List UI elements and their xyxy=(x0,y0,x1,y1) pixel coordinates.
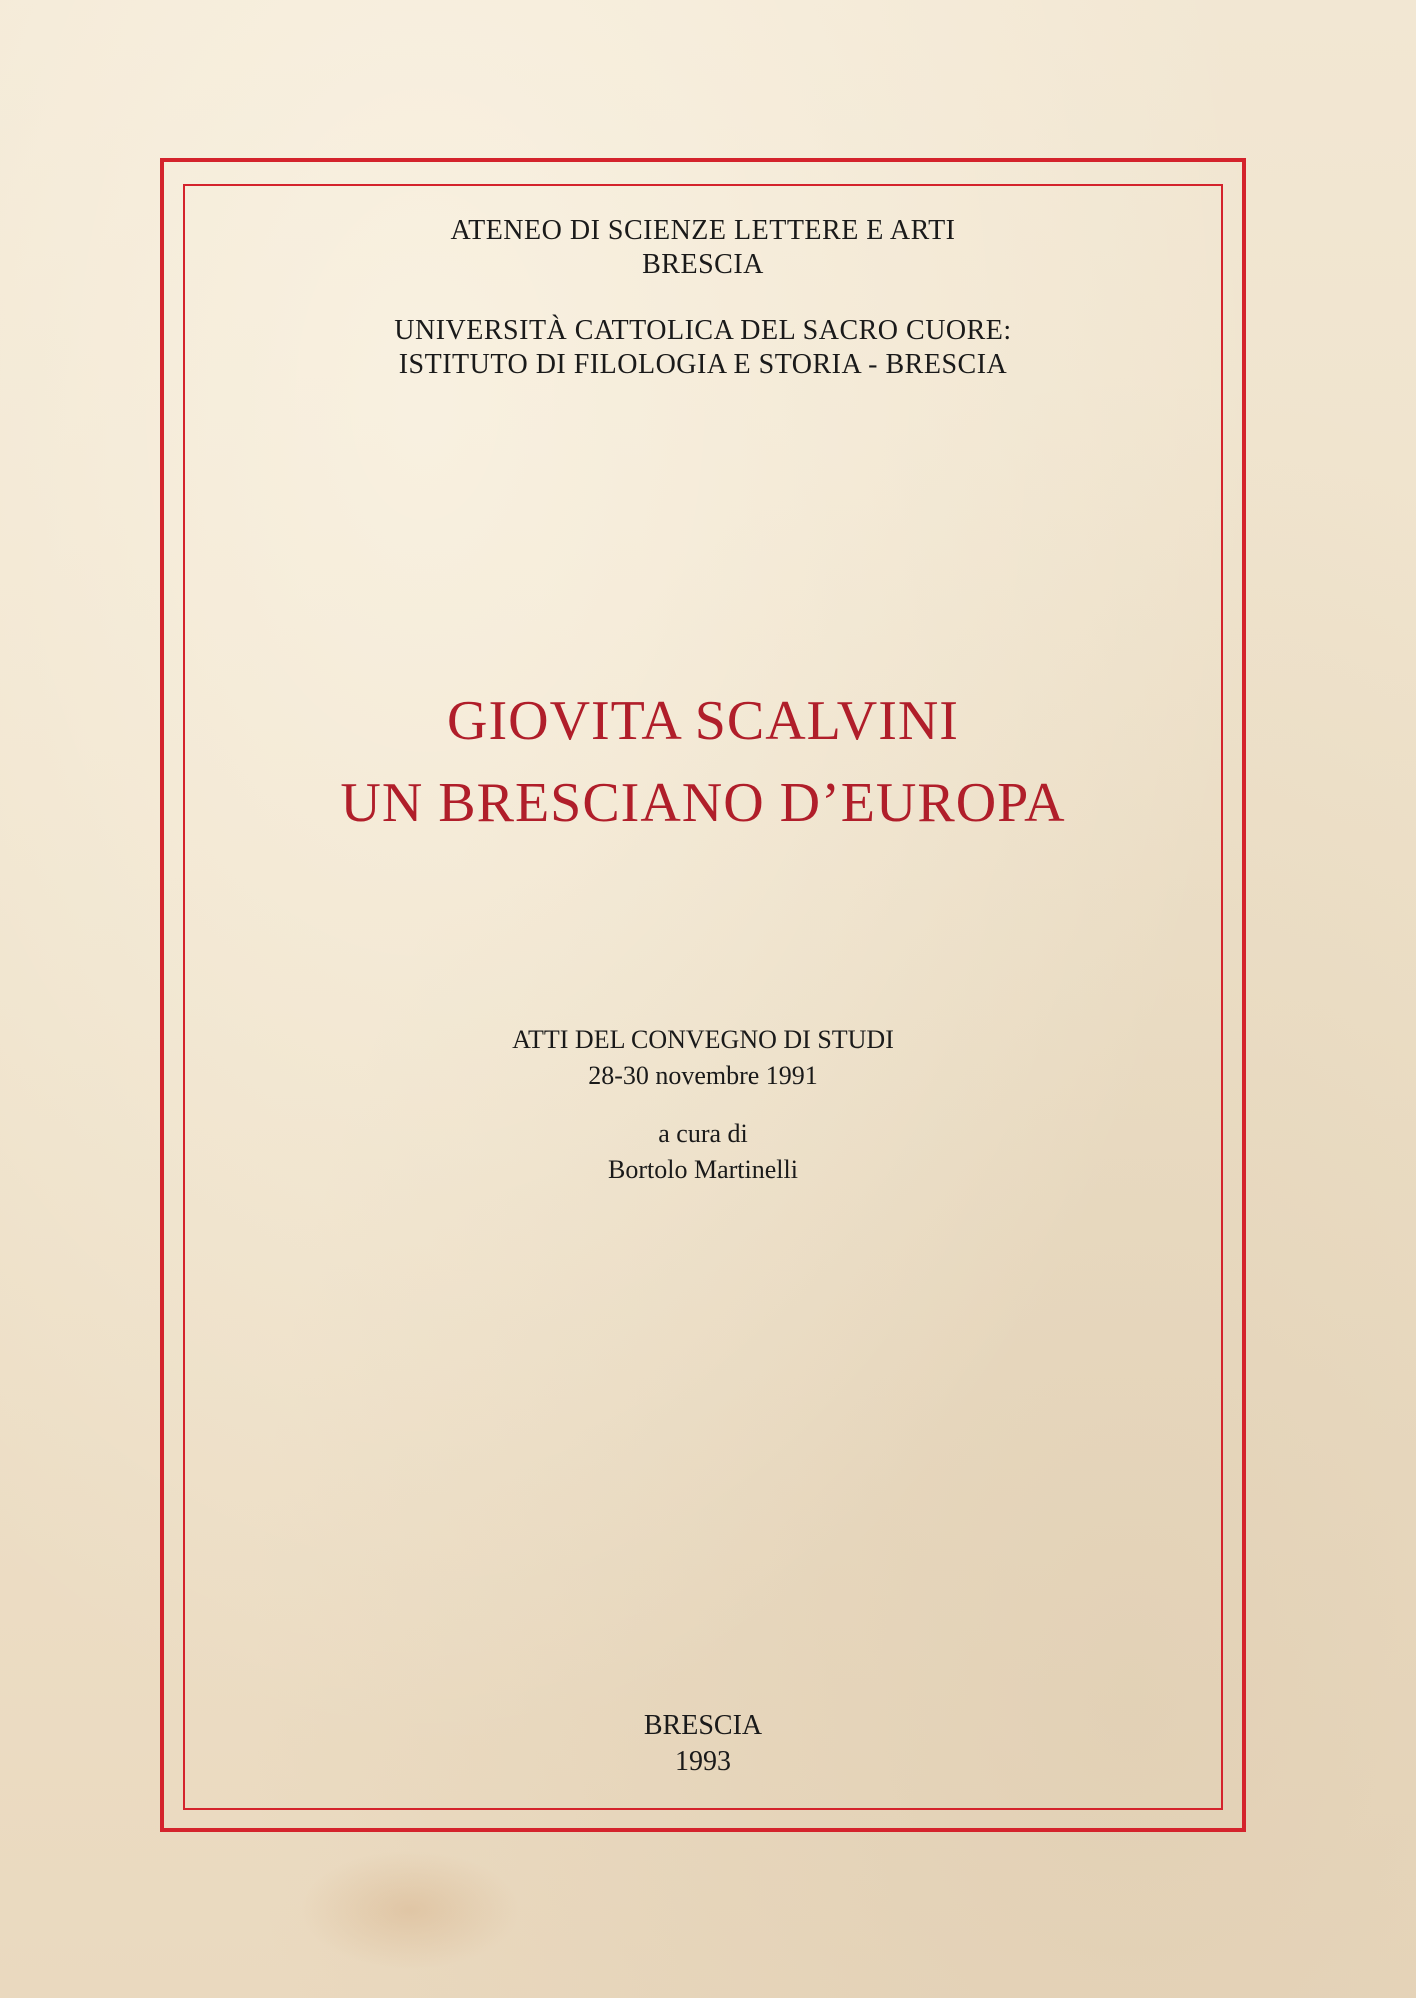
conference-dates: 28-30 novembre 1991 xyxy=(588,1061,818,1090)
proceedings-info xyxy=(183,1022,1223,1094)
imprint-year: 1993 xyxy=(675,1746,731,1777)
book-title xyxy=(183,680,1223,844)
editor-label: a cura di xyxy=(658,1119,748,1148)
institution-ateneo-name: ATENEO DI SCIENZE LETTERE E ARTI xyxy=(450,215,956,246)
institution-istituto-name: ISTITUTO DI FILOLOGIA E STORIA - BRESCIA xyxy=(398,349,1008,380)
book-title-line-1: GIOVITA SCALVINI xyxy=(447,690,959,752)
imprint xyxy=(183,1708,1223,1780)
editor-info xyxy=(183,1116,1223,1188)
inner-border-frame xyxy=(183,184,1223,1810)
paper-stain xyxy=(300,1850,520,1970)
institution-universita-name: UNIVERSITÀ CATTOLICA DEL SACRO CUORE: xyxy=(394,315,1012,346)
proceedings-label: ATTI DEL CONVEGNO DI STUDI xyxy=(512,1025,894,1054)
institution-ateneo xyxy=(183,214,1223,282)
book-title-line-2: UN BRESCIANO D’EUROPA xyxy=(340,772,1066,834)
institution-ateneo-city: BRESCIA xyxy=(642,249,764,280)
editor-name: Bortolo Martinelli xyxy=(608,1155,798,1184)
institution-universita xyxy=(183,314,1223,382)
imprint-city: BRESCIA xyxy=(643,1710,763,1741)
